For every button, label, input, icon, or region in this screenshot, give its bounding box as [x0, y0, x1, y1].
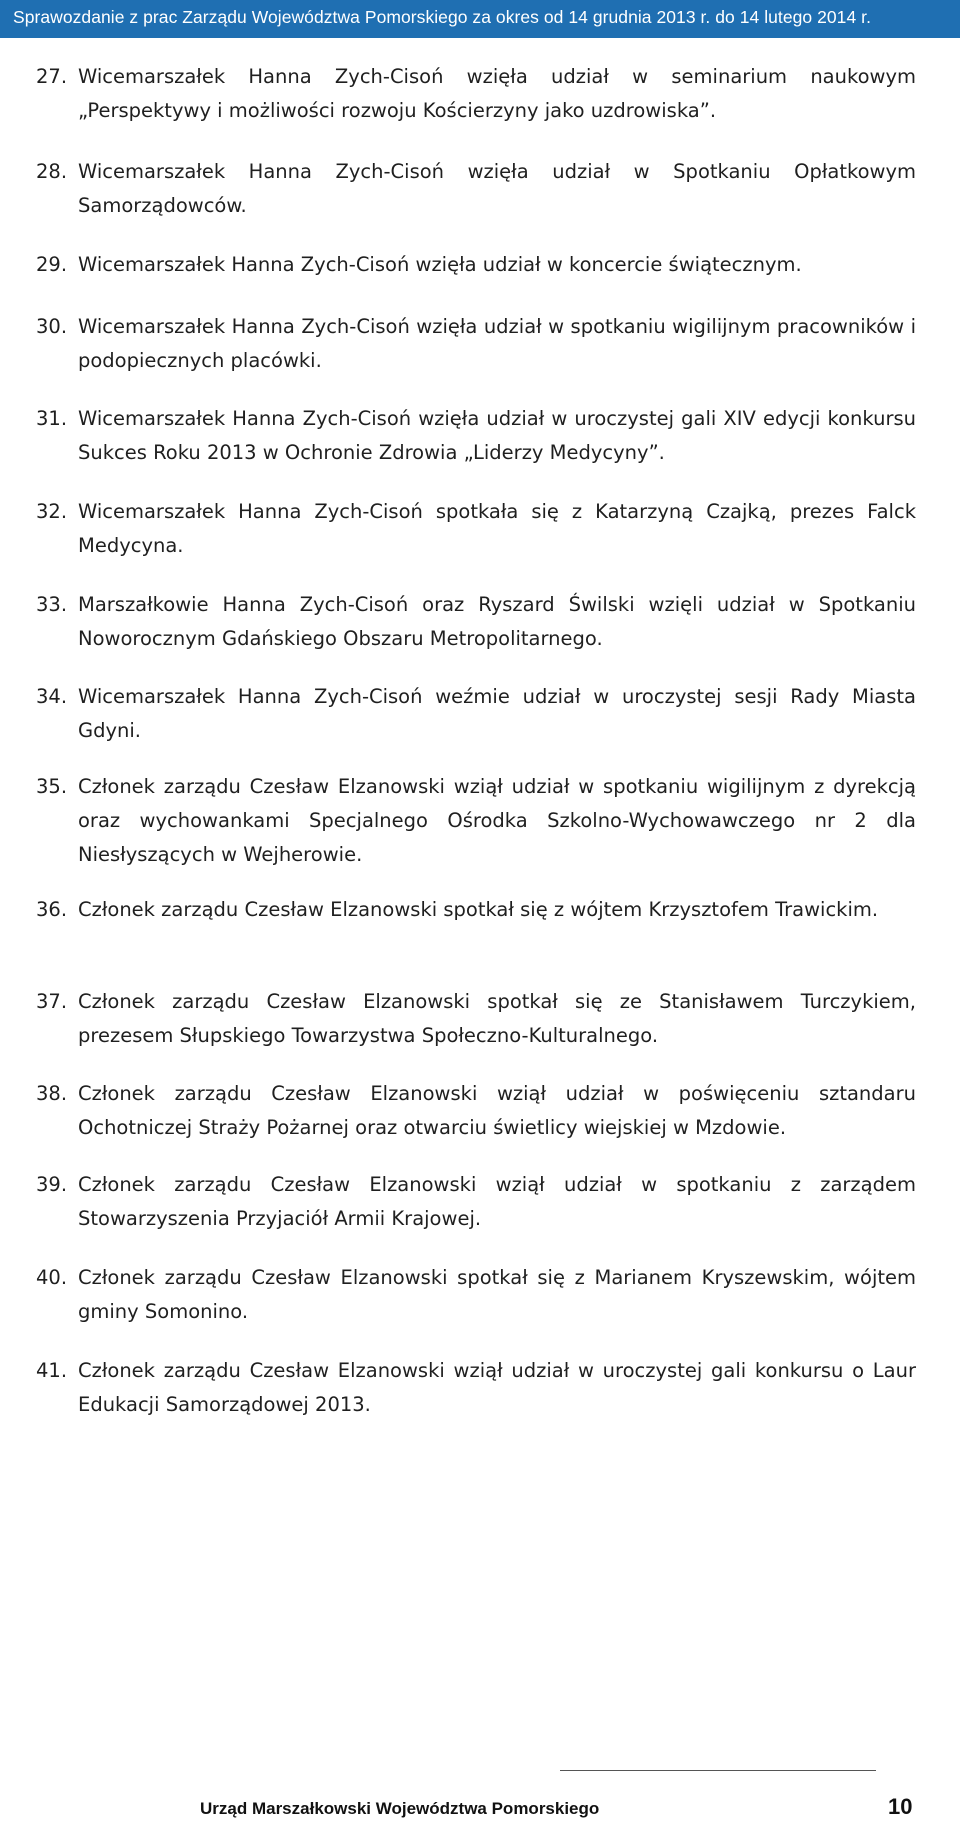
item-number: 38.	[36, 1082, 68, 1105]
item-number: 29.	[36, 253, 68, 276]
list-item	[36, 1077, 916, 1145]
list-item	[36, 248, 916, 282]
item-text: Wicemarszałek Hanna Zych-Cisoń weźmie udział w uroczystej sesji Rady Miasta Gdyni.	[78, 685, 916, 742]
header-title: Sprawozdanie z prac Zarządu Województwa Pomorskiego za okres od 14 grudnia 2013 r. do 14 lutego 2014 r.	[13, 7, 871, 27]
item-text: Wicemarszałek Hanna Zych-Cisoń wzięła udział w Spotkaniu Opłatkowym Samorządowców.	[78, 160, 916, 217]
item-number: 30.	[36, 315, 68, 338]
page-header	[0, 0, 960, 38]
list-item	[36, 402, 916, 470]
item-number: 32.	[36, 500, 68, 523]
list-item	[36, 588, 916, 656]
footer-institution: Urząd Marszałkowski Województwa Pomorskiego	[200, 1799, 600, 1818]
item-number: 27.	[36, 65, 68, 88]
item-number: 33.	[36, 593, 68, 616]
item-number: 35.	[36, 775, 68, 798]
item-text: Członek zarządu Czesław Elzanowski spotkał się ze Stanisławem Turczykiem, prezesem Słupskiego Towarzystwa Społeczno-Kulturalnego.	[78, 990, 916, 1047]
list-item	[36, 310, 916, 378]
item-number: 41.	[36, 1359, 68, 1382]
list-item	[36, 1354, 916, 1422]
list-item	[36, 60, 916, 128]
item-text: Członek zarządu Czesław Elzanowski spotkał się z wójtem Krzysztofem Trawickim.	[78, 898, 879, 921]
list-item	[36, 893, 916, 927]
item-number: 34.	[36, 685, 68, 708]
list-item	[36, 985, 916, 1053]
item-text: Członek zarządu Czesław Elzanowski wziął udział w uroczystej gali konkursu o Laur Edukacji Samorządowej 2013.	[78, 1359, 916, 1416]
list-item	[36, 1168, 916, 1236]
item-text: Wicemarszałek Hanna Zych-Cisoń spotkała się z Katarzyną Czajką, prezes Falck Medycyna.	[78, 500, 916, 557]
list-item	[36, 155, 916, 223]
item-number: 28.	[36, 160, 68, 183]
item-text: Wicemarszałek Hanna Zych-Cisoń wzięła udział w seminarium naukowym „Perspektywy i możliwości rozwoju Kościerzyny jako uzdrowiska”.	[78, 65, 916, 122]
list-item	[36, 680, 916, 748]
item-number: 37.	[36, 990, 68, 1013]
footer-divider	[560, 1770, 876, 1771]
item-number: 39.	[36, 1173, 68, 1196]
item-number: 40.	[36, 1266, 68, 1289]
item-text: Wicemarszałek Hanna Zych-Cisoń wzięła udział w koncercie świątecznym.	[78, 253, 802, 276]
item-text: Członek zarządu Czesław Elzanowski wziął udział w poświęceniu sztandaru Ochotniczej Straży Pożarnej oraz otwarciu świetlicy wiejskiej w Mzdowie.	[78, 1082, 916, 1139]
item-number: 31.	[36, 407, 68, 430]
list-item	[36, 495, 916, 563]
list-item	[36, 1261, 916, 1329]
page-number: 10	[888, 1794, 913, 1819]
item-text: Wicemarszałek Hanna Zych-Cisoń wzięła udział w uroczystej gali XIV edycji konkursu Sukces Roku 2013 w Ochronie Zdrowia „Liderzy Medycyny”.	[78, 407, 916, 464]
item-text: Członek zarządu Czesław Elzanowski wziął udział w spotkaniu z zarządem Stowarzyszenia Przyjaciół Armii Krajowej.	[78, 1173, 916, 1230]
item-number: 36.	[36, 898, 68, 921]
item-text: Członek zarządu Czesław Elzanowski wziął udział w spotkaniu wigilijnym z dyrekcją oraz wychowankami Specjalnego Ośrodka Szkolno-Wychowawczego nr 2 dla Niesłyszących w Wejherowie.	[78, 775, 916, 866]
item-text: Marszałkowie Hanna Zych-Cisoń oraz Ryszard Świlski wzięli udział w Spotkaniu Noworocznym Gdańskiego Obszaru Metropolitarnego.	[78, 593, 916, 650]
item-text: Członek zarządu Czesław Elzanowski spotkał się z Marianem Kryszewskim, wójtem gminy Somonino.	[78, 1266, 916, 1323]
list-item	[36, 770, 916, 872]
item-text: Wicemarszałek Hanna Zych-Cisoń wzięła udział w spotkaniu wigilijnym pracowników i podopiecznych placówki.	[78, 315, 916, 372]
